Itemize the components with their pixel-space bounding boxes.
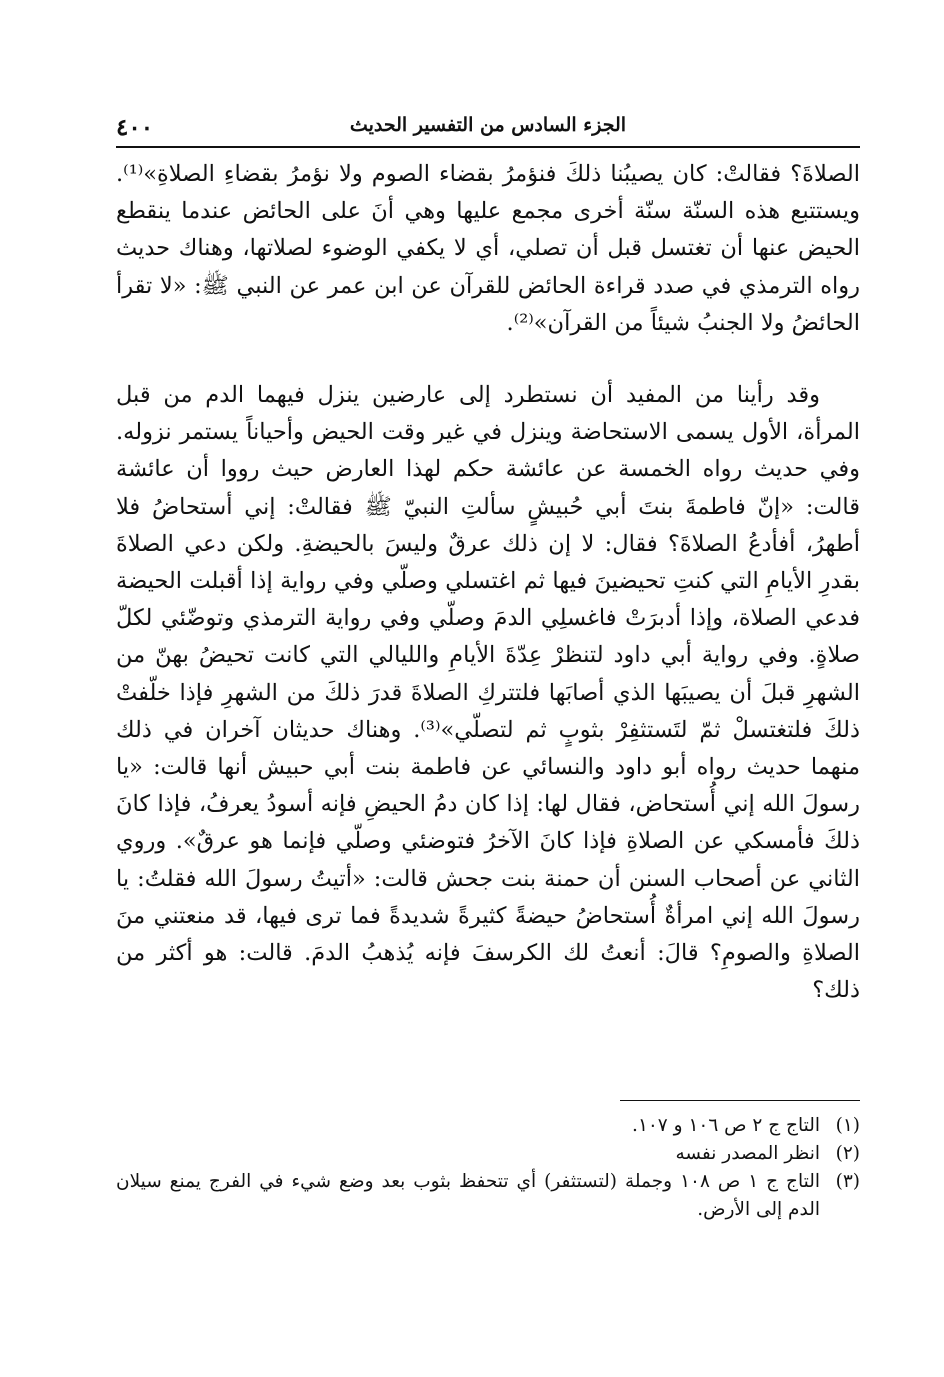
footnote-number: (٣) xyxy=(835,1171,860,1192)
footnote-text: التاج ج ٢ ص ١٠٦ و ١٠٧. xyxy=(632,1115,820,1136)
paragraph-1: الصلاةَ؟ فقالتْ: كان يصيبُنا ذلكَ فنؤمرُ بقضاء الصوم ولا نؤمرُ بقضاءِ الصلاةِ»⁽¹⁾. ويستتبع هذه السنّة سنّة أخرى مجمع عليها وهي أنَ على الحائض عندما ينقطع الحيض عنها أن تغتسل قبل أن تصلي، أي لا يكفي الوضوء لصلاتها، وهناك حديث رواه الترمذي في صدد قراءة الحائض للقرآن عن ابن عمر عن النبي ﷺ: «لا تقرأ الحائضُ ولا الجنبُ شيئاً من القرآن»⁽²⁾. xyxy=(116,161,860,336)
footnote-separator xyxy=(620,1100,860,1101)
footnote-text: انظر المصدر نفسه xyxy=(675,1143,820,1164)
footnote-2 xyxy=(116,1140,860,1168)
footnotes xyxy=(116,1112,860,1224)
page-header xyxy=(116,108,860,148)
paragraph-2: وقد رأينا من المفيد أن نستطرد إلى عارضين ينزل فيهما الدم من قبل المرأة، الأول يسمى الاستحاضة وينزل في غير وقت الحيض وأحياناً يستمر نزوله. وفي حديث رواه الخمسة عن عائشة حكم لهذا العارض حيث رووا أن عائشة قالت: «إنّ فاطمةَ بنتَ أبي حُبيشٍ سألتِ النبيّ ﷺ فقالتْ: إني أستحاضُ فلا أطهرُ، أفأدعُ الصلاةَ؟ فقال: لا إن ذلك عرقٌ وليسَ بالحيضةِ. ولكن دعي الصلاةَ بقدرِ الأيامِ التي كنتِ تحيضينَ فيها ثم اغتسلي وصلّي وفي رواية إذا أقبلت الحيضة فدعي الصلاة، وإذا أدبرَتْ فاغسلِي الدمَ وصلّي وفي رواية الترمذي وتوضّئي لكلّ صلاةٍ. وفي رواية أبي داود لتنظرْ عِدّةَ الأيامِ والليالي التي كانت تحيضُ بهنّ من الشهرِ قبلَ أن يصيبَها الذي أصابَها فلتتركِ الصلاةَ قدرَ ذلكَ من الشهرِ فإذا خلّفتْ ذلكَ فلتغتسلْ ثمّ لتَستثفِرْ بثوبٍ ثم لتصلّي»⁽³⁾. وهناك حديثان آخران في ذلك منهما حديث رواه أبو داود والنسائي عن فاطمة بنت أبي حبيش أنها قالت: «يا رسولَ الله إني أُستحاض، فقال لها: إذا كان دمُ الحيضِ فإنه أسودُ يعرفُ، فإذا كانَ ذلكَ فأمسكي عن الصلاةِ فإذا كانَ الآخرُ فتوضئي وصلّي فإنما هو عرقٌ». وروي الثاني عن أصحاب السنن أن حمنة بنت جحش قالت: «أتيتُ رسولَ الله فقلتُ: يا رسولَ الله إني امرأةٌ أُستحاضُ حيضةً كثيرةً شديدةً فما ترى فيها، قد منعتني منَ الصلاةِ والصومِ؟ قالَ: أنعتُ لك الكرسفَ فإنه يُذهبُ الدمَ. قالت: هو أكثر من ذلك؟ xyxy=(116,382,860,1004)
footnote-number: (٢) xyxy=(835,1143,860,1164)
running-title: الجزء السادس من التفسير الحديث xyxy=(349,114,627,136)
footnote-1 xyxy=(116,1112,860,1140)
main-text xyxy=(116,156,860,1009)
footnote-number: (١) xyxy=(835,1115,860,1136)
header-rule xyxy=(116,146,860,148)
page-number: ٤٠٠ xyxy=(116,114,154,141)
footnote-3 xyxy=(116,1168,860,1224)
footnote-text: التاج ج ١ ص ١٠٨ وجملة (لتستثفر) أي تتحفظ بثوب بعد وضع شيء في الفرج يمنع سيلان الدم إلى الأرض. xyxy=(116,1171,820,1220)
